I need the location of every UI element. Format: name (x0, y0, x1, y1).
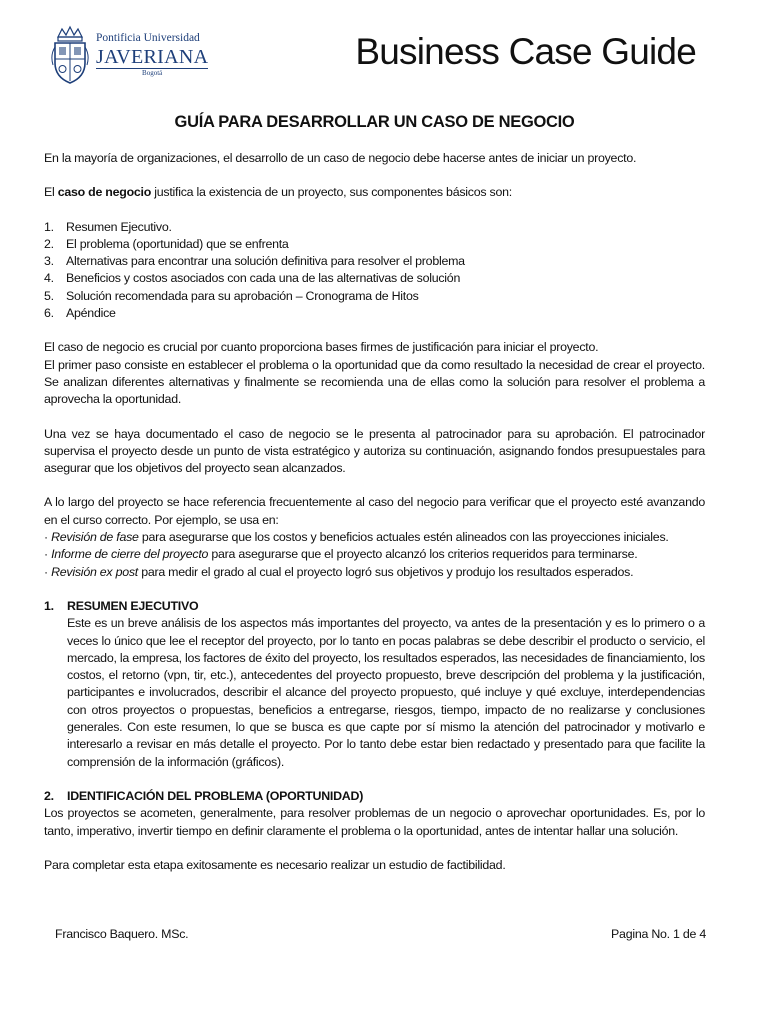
crucial-paragraph: El caso de negocio es crucial por cuanto proporciona bases firmes de justificación para iniciar el proyecto. (44, 340, 599, 355)
list-item (44, 236, 705, 253)
justification-paragraph (44, 184, 705, 201)
list-item (44, 253, 705, 270)
list-number: 1. (44, 219, 54, 234)
list-item-text: Apéndice (66, 306, 116, 321)
list-item-text: Resumen Ejecutivo. (66, 219, 172, 234)
business-case-term: caso de negocio (57, 185, 152, 200)
list-item (44, 219, 705, 236)
justification-prefix: El (44, 185, 58, 200)
intro-paragraph: En la mayoría de organizaciones, el desarrollo de un caso de negocio debe hacerse antes de iniciar un proyecto. (44, 151, 637, 165)
footer-author: Francisco Baquero. MSc. (55, 927, 189, 941)
document-body (44, 110, 705, 874)
problem-paragraph: Los proyectos se acometen, generalmente, para resolver problemas de un negocio o aprovechar oportunidades. Es, por lo tanto, imperativo, invertir tiempo en definir claramente el problema o la oportunidad, antes de intentar hallar una solución. (44, 806, 705, 838)
header-title: Business Case Guide (355, 31, 696, 72)
components-list (44, 219, 705, 323)
university-crest-icon (50, 25, 90, 85)
footer-page-number: Pagina No. 1 de 4 (611, 927, 706, 941)
list-number: 5. (44, 288, 54, 303)
list-item (44, 305, 705, 322)
section-number: 2. (44, 788, 54, 803)
logo-line-2: JAVERIANA (96, 45, 209, 68)
use-description: para medir el grado al cual el proyecto logró sus objetivos y produjo los resultados esperados. (138, 564, 634, 579)
use-item (44, 546, 705, 563)
bullet: · (44, 564, 52, 579)
list-item (44, 288, 705, 305)
sponsor-paragraph: Una vez se haya documentado el caso de negocio se le presenta al patrocinador para su aprobación. El patrocinador supervisa el proyecto desde un punto de vista estratégico y autoriza su continuación, asignando fondos presupuestales para asegurar que los objetivos del proyecto sean alcanzados. (44, 426, 705, 476)
list-item (44, 270, 705, 287)
use-description: para asegurarse que los costos y beneficios actuales estén alineados con las proyecciones iniciales. (138, 530, 669, 545)
list-item-text: Beneficios y costos asociados con cada una de las alternativas de solución (66, 271, 461, 286)
list-number: 2. (44, 236, 54, 251)
university-logo (50, 22, 210, 88)
bullet: · (44, 530, 52, 545)
logo-line-3: Bogotá (142, 68, 163, 77)
reference-paragraph: A lo largo del proyecto se hace referencia frecuentemente al caso del negocio para verificar que el proyecto esté avanzando en el curso correcto. Por ejemplo, se usa en: (44, 495, 705, 527)
list-number: 6. (44, 306, 54, 321)
document-title: GUÍA PARA DESARROLLAR UN CASO DE NEGOCIO (174, 113, 575, 131)
feasibility-paragraph: Para completar esta etapa exitosamente es necesario realizar un estudio de factibilidad. (44, 857, 506, 872)
section-heading-problem-identification (44, 788, 705, 805)
list-number: 3. (44, 254, 54, 269)
executive-summary-paragraph: Este es un breve análisis de los aspectos más importantes del proyecto, va antes de la presentación y es lo primero o a veces lo único que lee el receptor del proyecto, por lo tanto en pocas palabras se debe describir el producto o servicio, el mercado, la empresa, los factores de éxito del proyecto, los resultados esperados, las necesidades de financiamiento, los costos, el retorno (vpn, tir, etc.), antecedentes del proyecto propuesto, breve descripción del problema y la justificación, participantes e involucrados, describir el alcance del proyecto propuesto, qué incluye y qué excluye, interdependencias con otros proyectos o propuestas, beneficios a entregarse, riesgos, tiempo, impacto de no realizarse y conclusiones generales. Con este resumen, lo que se busca es que capte por sí mismo la atención del patrocinador y motivarlo e interesarlo a revisar en más detalle el proyecto. Por lo tanto debe estar bien redactado y presentado para que facilite la comprensión de la información (gráficos). (67, 616, 705, 769)
use-term: Informe de cierre del proyecto (51, 547, 209, 562)
use-item (44, 564, 705, 581)
use-term: Revisión ex post (51, 564, 138, 579)
list-item-text: Solución recomendada para su aprobación – Cronograma de Hitos (66, 288, 419, 303)
use-description: para asegurarse que el proyecto alcanzó los criterios requeridos para terminarse. (208, 547, 638, 562)
section-title: IDENTIFICACIÓN DEL PROBLEMA (OPORTUNIDAD) (67, 788, 364, 803)
bullet: · (44, 547, 52, 562)
list-item-text: El problema (oportunidad) que se enfrenta (66, 236, 289, 251)
logo-line-1: Pontificia Universidad (96, 32, 200, 45)
list-number: 4. (44, 271, 54, 286)
section-heading-executive-summary (44, 598, 705, 615)
first-step-paragraph: El primer paso consiste en establecer el problema o la oportunidad que da como resultado la necesidad de crear el proyecto. Se analizan diferentes alternativas y finalmente se recomienda una de ellas como la solución para resolver el problema a aprovecha la oportunidad. (44, 357, 705, 407)
section-title: RESUMEN EJECUTIVO (67, 598, 199, 613)
use-item (44, 529, 705, 546)
use-term: Revisión de fase (51, 530, 139, 545)
justification-suffix: justifica la existencia de un proyecto, sus componentes básicos son: (151, 185, 512, 200)
section-number: 1. (44, 598, 54, 613)
university-name (96, 33, 208, 77)
list-item-text: Alternativas para encontrar una solución definitiva para resolver el problema (66, 254, 465, 269)
